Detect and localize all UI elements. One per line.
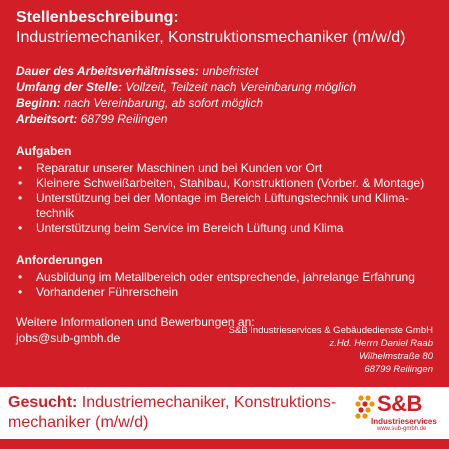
contact-email-link[interactable]: jobs@sub-gmbh.de bbox=[16, 331, 121, 345]
job-title: Industriemechaniker, Konstruktionsmechaniker (m/w/d) bbox=[16, 29, 406, 46]
fact-label: Beginn: bbox=[16, 96, 61, 110]
tasks-heading: Aufgaben bbox=[16, 144, 72, 158]
list-item: • Unterstützung bei der Montage im Bereich Lüftungstechnik und Klima-technik bbox=[16, 191, 437, 221]
contact-intro: Weitere Informationen und Bewerbungen an: bbox=[16, 315, 255, 329]
fact-value: nach Vereinbarung, ab sofort möglich bbox=[64, 96, 264, 110]
footer-banner bbox=[0, 387, 449, 439]
company-city: 68799 Reilingen bbox=[364, 364, 433, 375]
company-address bbox=[229, 324, 433, 376]
company-street: Wilhelmstraße 80 bbox=[359, 351, 433, 362]
job-facts bbox=[16, 63, 437, 127]
fact-label: Arbeitsort: bbox=[16, 112, 78, 126]
footer-job-title: Industriemechaniker, Konstruktions-mechaniker (m/w/d) bbox=[8, 394, 337, 431]
fact-start bbox=[16, 95, 437, 111]
footer-prefix: Gesucht: bbox=[8, 394, 78, 411]
fact-value: 68799 Reilingen bbox=[80, 112, 168, 126]
fact-location bbox=[16, 111, 437, 127]
logo-website: www.sub-gmbh.de bbox=[377, 426, 427, 432]
list-item: • Unterstützung beim Service im Bereich Lüftung und Klima bbox=[16, 221, 437, 236]
list-item: • Reparatur unserer Maschinen und bei Kunden vor Ort bbox=[16, 161, 437, 176]
list-item: • Ausbildung im Metallbereich oder entsprechende, jahrelange Erfahrung bbox=[16, 270, 437, 285]
company-logo bbox=[355, 391, 439, 435]
list-item: • Kleinere Schweißarbeiten, Stahlbau, Konstruktionen (Vorber. & Montage) bbox=[16, 176, 437, 191]
footer-headline bbox=[8, 393, 348, 433]
requirements-heading: Anforderungen bbox=[16, 253, 103, 267]
tasks-list bbox=[16, 161, 437, 236]
page-title: Stellenbeschreibung: bbox=[16, 9, 179, 26]
company-contact: z.Hd. Herrn Daniel Raab bbox=[329, 338, 433, 349]
list-item: • Vorhandener Führerschein bbox=[16, 285, 437, 300]
fact-value: unbefristet bbox=[202, 64, 259, 78]
company-name: S&B Industrieservices & Gebäudedienste GmbH bbox=[228, 325, 433, 336]
fact-duration bbox=[16, 63, 437, 79]
bottom-strip bbox=[0, 439, 449, 449]
fact-label: Umfang der Stelle: bbox=[16, 80, 123, 94]
job-description bbox=[16, 8, 437, 346]
requirements-list bbox=[16, 270, 437, 300]
fact-scope bbox=[16, 79, 437, 95]
fact-label: Dauer des Arbeitsverhältnisses: bbox=[16, 64, 199, 78]
logo-subtitle: Industrieservices bbox=[371, 417, 437, 426]
fact-value: Vollzeit, Teilzeit nach Vereinbarung möglich bbox=[125, 80, 357, 94]
logo-brand: S&B bbox=[377, 391, 422, 416]
